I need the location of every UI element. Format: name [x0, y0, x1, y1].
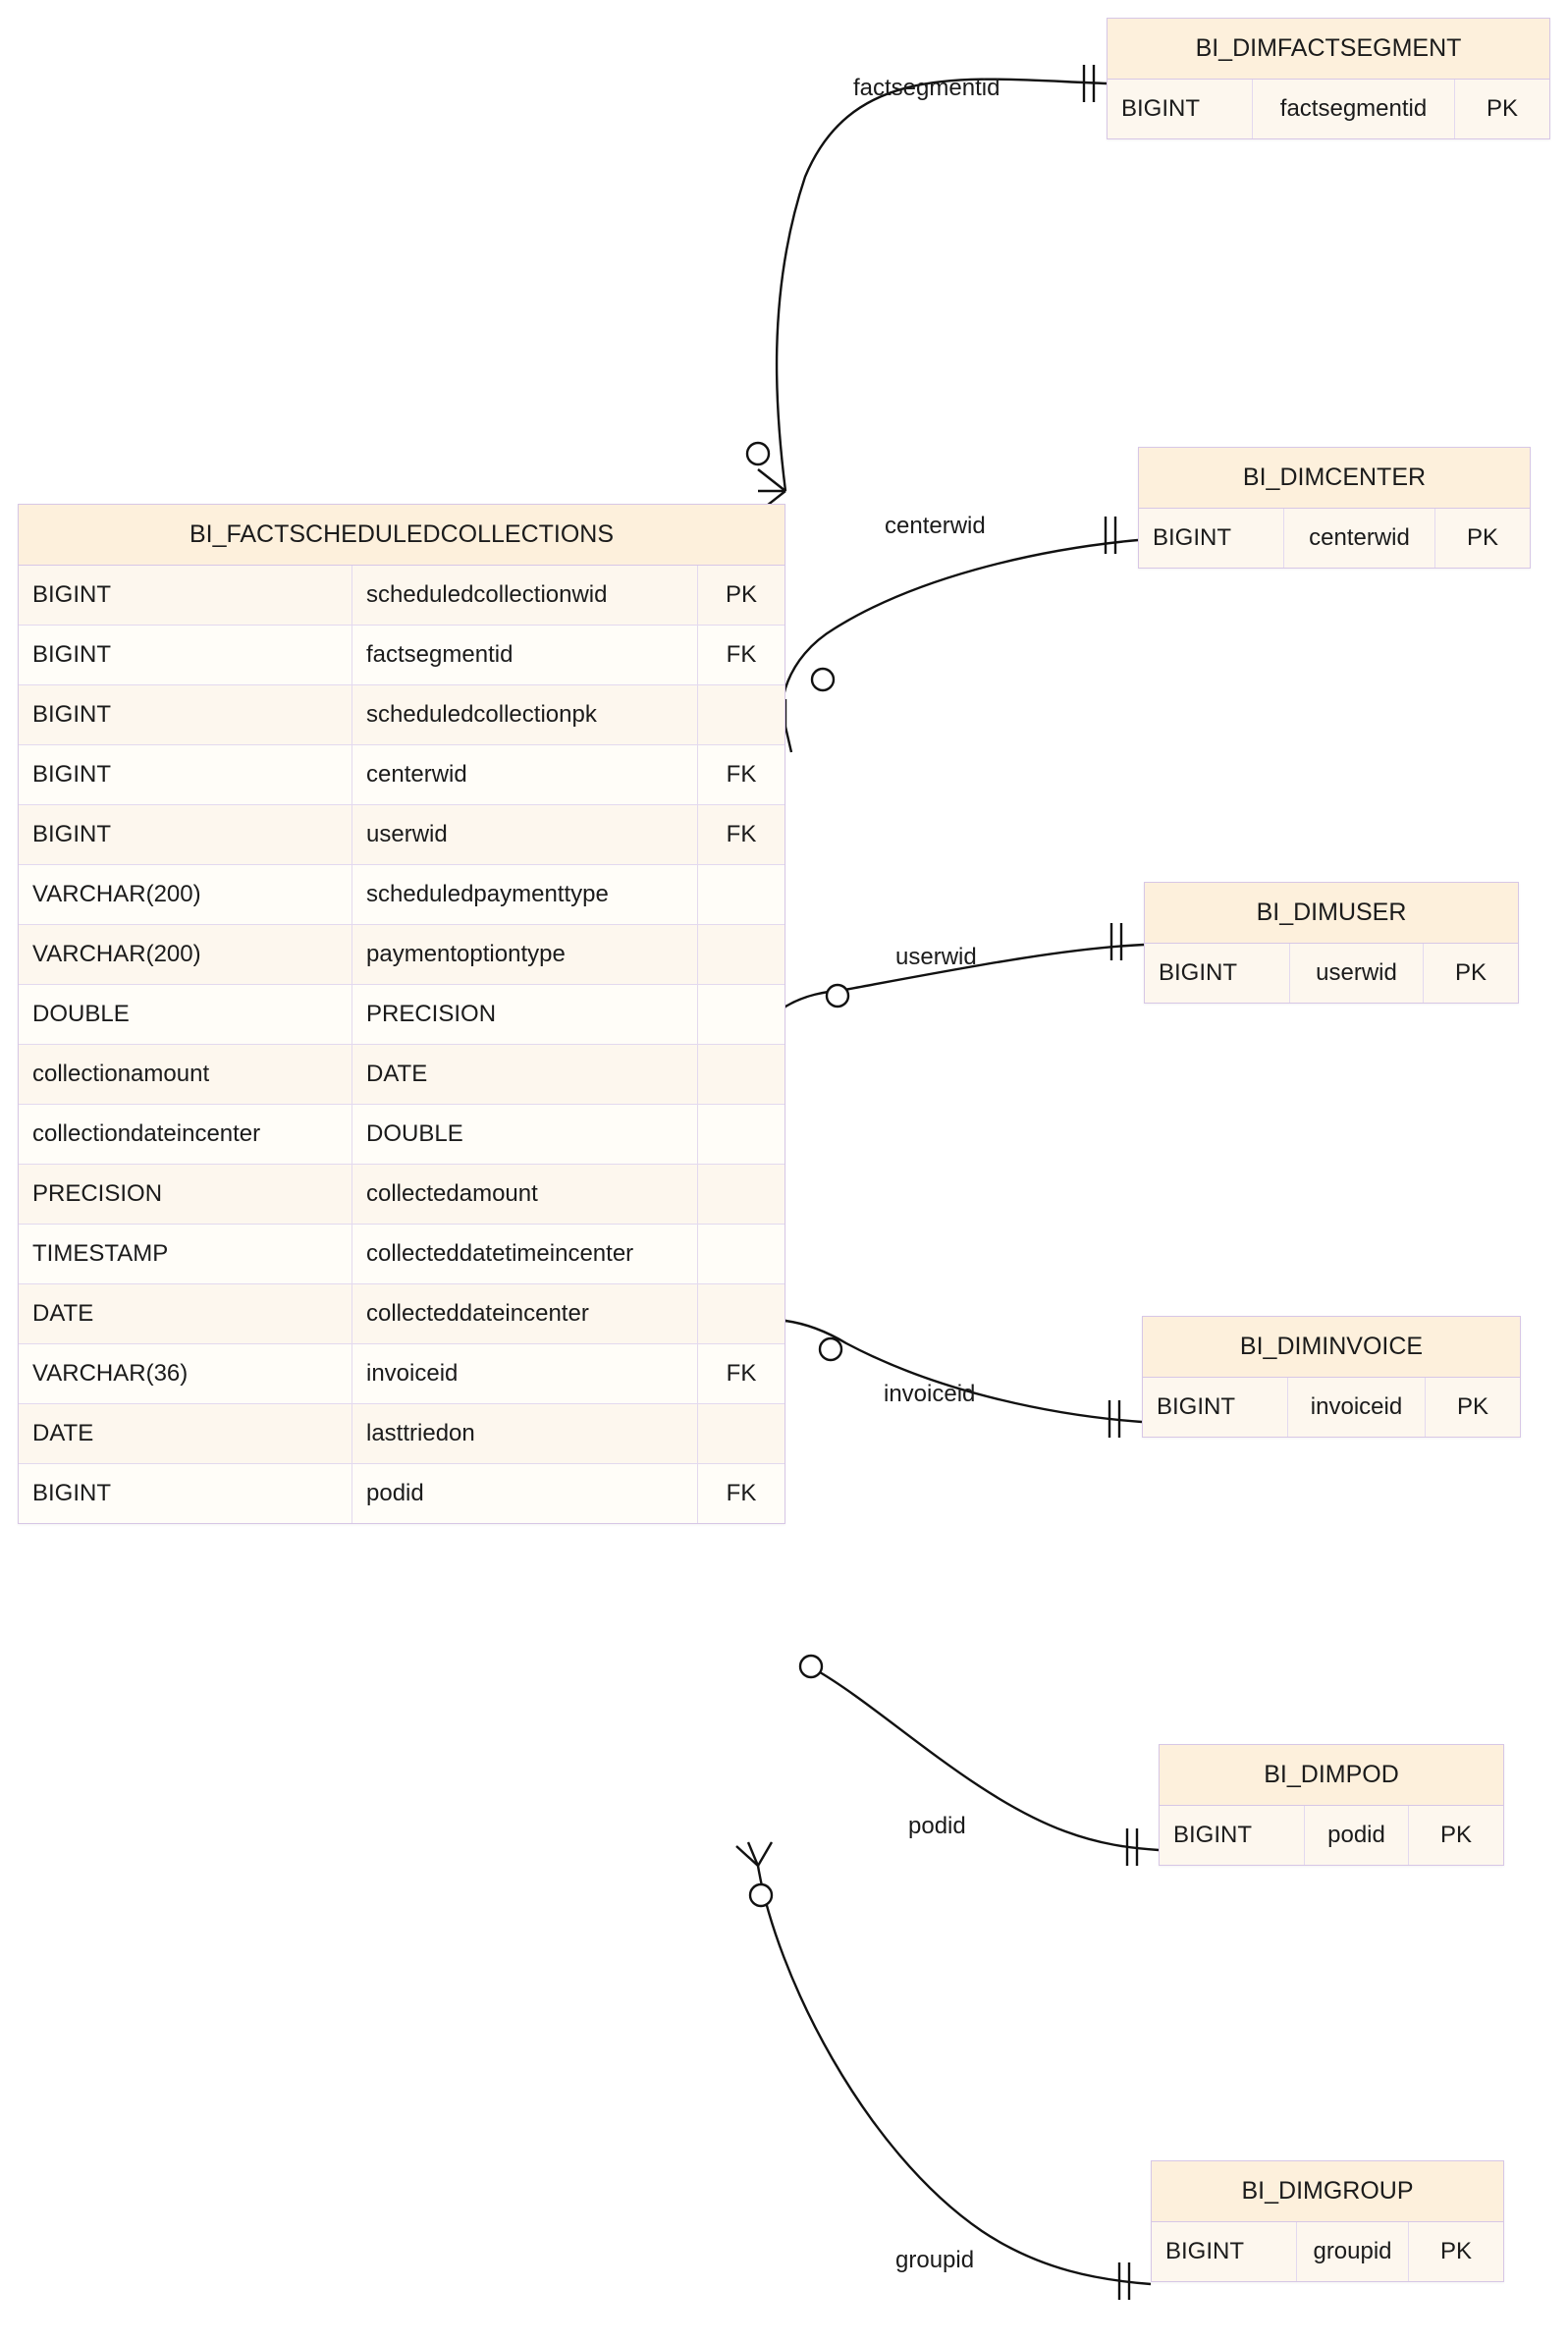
- column-name: scheduledpaymenttype: [352, 865, 698, 924]
- column-name: PRECISION: [352, 985, 698, 1044]
- column-key: [698, 1105, 784, 1164]
- column-type: BIGINT: [19, 1464, 352, 1523]
- table-row[interactable]: [19, 1225, 784, 1284]
- column-name: factsegmentid: [1253, 80, 1455, 138]
- column-type: PRECISION: [19, 1165, 352, 1224]
- column-name: userwid: [1290, 944, 1424, 1003]
- relationship-label-groupid: groupid: [895, 2247, 975, 2273]
- table-row[interactable]: [19, 1464, 784, 1523]
- relationship-label-podid: podid: [908, 1813, 966, 1839]
- table-row[interactable]: [19, 1404, 784, 1464]
- table-row[interactable]: [19, 1165, 784, 1225]
- column-key: [698, 865, 784, 924]
- column-key: [698, 1404, 784, 1463]
- column-key: FK: [726, 1360, 757, 1387]
- column-type: BIGINT: [1152, 2222, 1297, 2281]
- rel-line-centerwid: [783, 540, 1138, 727]
- column-name: invoiceid: [1288, 1378, 1426, 1437]
- table-row[interactable]: [1160, 1806, 1503, 1865]
- relationship-label-userwid: userwid: [895, 944, 977, 970]
- table-row[interactable]: [19, 1344, 784, 1404]
- entity-title: BI_DIMPOD: [1160, 1745, 1503, 1806]
- entity-title: BI_DIMINVOICE: [1143, 1317, 1520, 1378]
- table-row[interactable]: [19, 805, 784, 865]
- table-row[interactable]: [19, 566, 784, 626]
- column-type: BIGINT: [19, 566, 352, 625]
- rel-line-groupid: [758, 1866, 1151, 2284]
- table-row[interactable]: [19, 865, 784, 925]
- column-type: BIGINT: [1160, 1806, 1305, 1865]
- column-name: paymentoptiontype: [352, 925, 698, 984]
- rel-line-factsegmentid: [777, 80, 1107, 491]
- entity-title: BI_DIMFACTSEGMENT: [1108, 19, 1549, 80]
- column-name: userwid: [352, 805, 698, 864]
- table-row[interactable]: [19, 745, 784, 805]
- entity-title: BI_DIMGROUP: [1152, 2161, 1503, 2222]
- column-name: collecteddatetimeincenter: [352, 1225, 698, 1283]
- column-type: collectiondateincenter: [19, 1105, 352, 1164]
- column-name: podid: [352, 1464, 698, 1523]
- entity-bi-dimpod[interactable]: [1159, 1744, 1504, 1866]
- column-key: PK: [1466, 524, 1498, 551]
- rel-line-podid: [815, 1669, 1159, 1850]
- entity-bi-dimfactsegment[interactable]: [1107, 18, 1550, 139]
- column-name: groupid: [1297, 2222, 1409, 2281]
- table-row[interactable]: [1145, 944, 1518, 1003]
- column-type: VARCHAR(200): [19, 925, 352, 984]
- table-row[interactable]: [19, 985, 784, 1045]
- column-key: [698, 925, 784, 984]
- column-key: [698, 1165, 784, 1224]
- entity-bi-factscheduledcollections[interactable]: [18, 504, 785, 1524]
- column-name: scheduledcollectionwid: [352, 566, 698, 625]
- column-name: DATE: [352, 1045, 698, 1104]
- column-name: centerwid: [1284, 509, 1435, 568]
- column-name: podid: [1305, 1806, 1409, 1865]
- column-type: BIGINT: [1143, 1378, 1288, 1437]
- relationship-label-centerwid: centerwid: [885, 513, 986, 539]
- column-name: centerwid: [352, 745, 698, 804]
- relationship-label-invoiceid: invoiceid: [884, 1381, 976, 1407]
- table-row[interactable]: [19, 685, 784, 745]
- column-type: TIMESTAMP: [19, 1225, 352, 1283]
- column-type: DATE: [19, 1284, 352, 1343]
- entity-title: BI_FACTSCHEDULEDCOLLECTIONS: [19, 505, 784, 566]
- column-name: invoiceid: [352, 1344, 698, 1403]
- column-key: [698, 685, 784, 744]
- column-key: PK: [725, 581, 757, 608]
- column-key: PK: [1439, 1822, 1472, 1848]
- column-name: factsegmentid: [352, 626, 698, 684]
- column-type: BIGINT: [1108, 80, 1253, 138]
- column-type: BIGINT: [1145, 944, 1290, 1003]
- column-key: [698, 1225, 784, 1283]
- entity-bi-dimuser[interactable]: [1144, 882, 1519, 1004]
- entity-title: BI_DIMCENTER: [1139, 448, 1530, 509]
- column-name: scheduledcollectionpk: [352, 685, 698, 744]
- column-name: collectedamount: [352, 1165, 698, 1224]
- column-key: FK: [726, 761, 757, 788]
- table-row[interactable]: [19, 626, 784, 685]
- table-row[interactable]: [1139, 509, 1530, 568]
- column-type: collectionamount: [19, 1045, 352, 1104]
- entity-bi-dimcenter[interactable]: [1138, 447, 1531, 569]
- entity-bi-dimgroup[interactable]: [1151, 2160, 1504, 2282]
- column-name: DOUBLE: [352, 1105, 698, 1164]
- column-type: BIGINT: [19, 745, 352, 804]
- table-row[interactable]: [1108, 80, 1549, 138]
- column-key: FK: [726, 641, 757, 668]
- table-row[interactable]: [1152, 2222, 1503, 2281]
- relationship-label-factsegmentid: factsegmentid: [853, 75, 1000, 101]
- column-name: collecteddateincenter: [352, 1284, 698, 1343]
- entity-bi-diminvoice[interactable]: [1142, 1316, 1521, 1438]
- table-row[interactable]: [1143, 1378, 1520, 1437]
- column-type: BIGINT: [19, 805, 352, 864]
- column-key: [698, 985, 784, 1044]
- column-key: [698, 1045, 784, 1104]
- column-key: FK: [726, 1480, 757, 1506]
- column-key: PK: [1486, 95, 1518, 122]
- column-type: VARCHAR(200): [19, 865, 352, 924]
- table-row[interactable]: [19, 925, 784, 985]
- entity-title: BI_DIMUSER: [1145, 883, 1518, 944]
- table-row[interactable]: [19, 1284, 784, 1344]
- column-key: [698, 1284, 784, 1343]
- column-type: VARCHAR(36): [19, 1344, 352, 1403]
- column-key: FK: [726, 821, 757, 847]
- table-row[interactable]: [19, 1045, 784, 1105]
- column-type: BIGINT: [19, 626, 352, 684]
- column-key: PK: [1439, 2238, 1472, 2264]
- column-name: lasttriedon: [352, 1404, 698, 1463]
- column-key: PK: [1454, 959, 1487, 986]
- column-key: PK: [1456, 1393, 1488, 1420]
- column-type: DATE: [19, 1404, 352, 1463]
- column-type: BIGINT: [1139, 509, 1284, 568]
- column-type: DOUBLE: [19, 985, 352, 1044]
- column-type: BIGINT: [19, 685, 352, 744]
- table-row[interactable]: [19, 1105, 784, 1165]
